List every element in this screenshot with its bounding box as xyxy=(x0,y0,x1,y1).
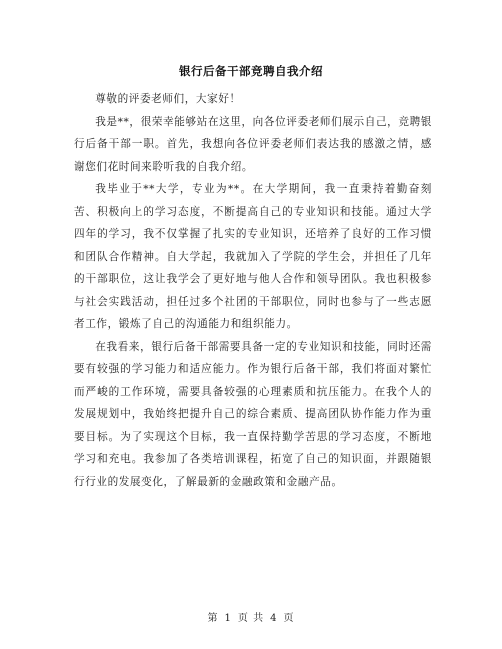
footer-suffix: 页 xyxy=(283,613,295,624)
paragraph-introduction: 我是**，很荣幸能够站在这里，向各位评委老师们展示自己，竞聘银行后备干部一职。首先，我想向各位评委老师们表达我的感激之情，感谢您们花时间来聆听我的自我介绍。 xyxy=(74,115,432,173)
footer-current-page: 1 xyxy=(224,613,232,624)
paragraph-role-view: 在我看来，银行后备干部需要具备一定的专业知识和技能，同时还需要有较强的学习能力和适应能力。作为银行后备干部，我们将面对繁忙而严峻的工作环境，需要具备较强的心理素质和抗压能力。在我个人的发展规划中，我始终把提升自己的综合素质、提高团队协作能力作为重要目标。为了实现这个目标，我一直保持勤学苦思的学习态度，不断地学习和充电。我参加了各类培训课程，拓宽了自己的知识面，并跟随银行行业的发展变化，了解最新的金融政策和金融产品。 xyxy=(74,340,432,488)
footer-mid: 页 共 xyxy=(237,613,265,624)
document-title: 银行后备干部竞聘自我介绍 xyxy=(179,64,323,78)
document-body xyxy=(74,88,432,493)
footer-total-pages: 4 xyxy=(270,613,278,624)
paragraph-education: 我毕业于**大学，专业为**。在大学期间，我一直秉持着勤奋刻苦、积极向上的学习态度，不断提高自己的专业知识和技能。通过大学四年的学习，我不仅掌握了扎实的专业知识，还培养了良好的工作习惯和团队合作精神。自大学起，我就加入了学院的学生会，并担任了几年的干部职位，这让我学会了更好地与他人合作和领导团队。我也积极参与社会实践活动，担任过多个社团的干部职位，同时也参与了一些志愿者工作，锻炼了自己的沟通能力和组织能力。 xyxy=(74,183,432,330)
page-footer xyxy=(0,609,502,624)
footer-prefix: 第 xyxy=(207,613,219,624)
paragraph-greeting: 尊敬的评委老师们，大家好！ xyxy=(95,93,241,105)
